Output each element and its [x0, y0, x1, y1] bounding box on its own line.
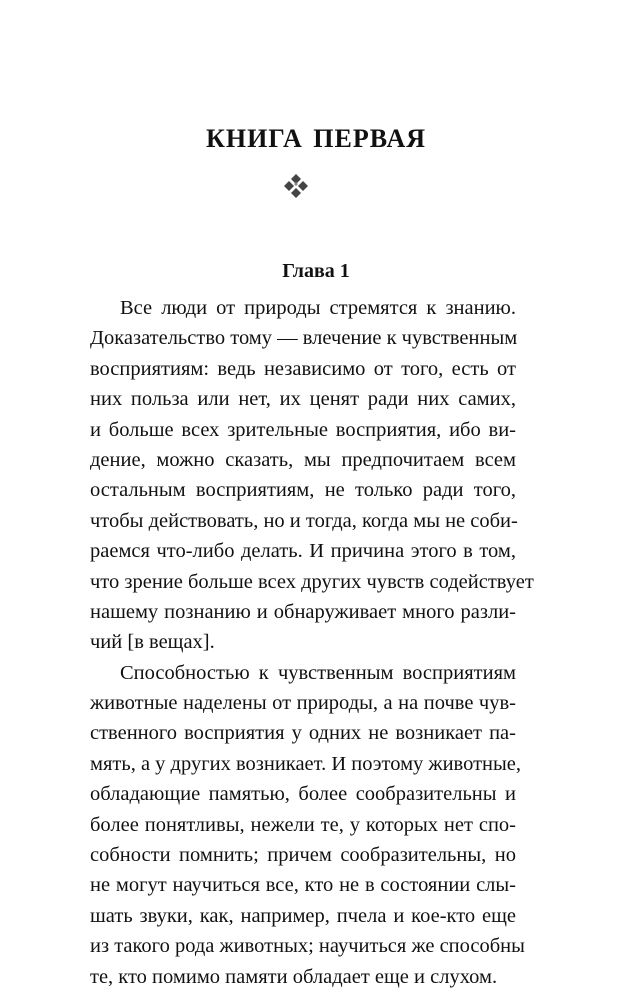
text-line: Доказательство тому — влечение к чувственным	[90, 327, 518, 350]
text-line: нашему познанию и обнаруживает много разли-	[90, 600, 516, 623]
text-line: Способностью к чувственным восприятиям	[120, 661, 516, 684]
text-line: них польза или нет, их ценят ради них самих,	[90, 388, 516, 411]
text-line: чтобы действовать, но и тогда, когда мы не соби-	[90, 509, 518, 532]
text-line: дение, можно сказать, мы предпочитаем всем	[90, 448, 516, 471]
text-line: обладающие памятью, более сообразительны и	[90, 783, 516, 806]
text-line: из такого рода животных; научиться же способны	[90, 935, 525, 958]
text-line: восприятиям: ведь независимо от того, есть от	[90, 357, 516, 380]
text-line: остальным восприятиям, не только ради того,	[90, 479, 516, 502]
chapter-title: Глава 1	[282, 260, 350, 282]
text-line: те, кто помимо памяти обладает еще и слухом.	[90, 965, 498, 988]
text-line: шать звуки, как, например, пчела и кое-кто еще	[90, 904, 516, 927]
text-line: ственного восприятия у одних не возникает па-	[90, 722, 516, 745]
text-line: собности помнить; причем сообразительны, но	[90, 844, 516, 867]
text-line: и больше всех зрительные восприятия, ибо ви-	[90, 418, 516, 441]
text-line: чий [в вещах].	[90, 631, 215, 654]
text-line: раемся что-либо делать. И причина этого в том,	[90, 540, 516, 563]
text-line: не могут научиться все, кто не в состоянии слы-	[90, 874, 516, 897]
text-line: мять, а у других возникает. И поэтому животные,	[90, 752, 521, 775]
book-title: КНИГА ПЕРВАЯ	[206, 124, 426, 153]
text-line: что зрение больше всех других чувств содействует	[90, 570, 534, 593]
text-line: животные наделены от природы, а на почве чув-	[90, 692, 516, 715]
chapter-text	[90, 293, 534, 992]
text-line: Все люди от природы стремятся к знанию.	[120, 297, 516, 319]
diamond-cluster-ornament-icon	[283, 173, 309, 199]
text-line: более понятливы, нежели те, у которых нет спо-	[90, 813, 516, 836]
